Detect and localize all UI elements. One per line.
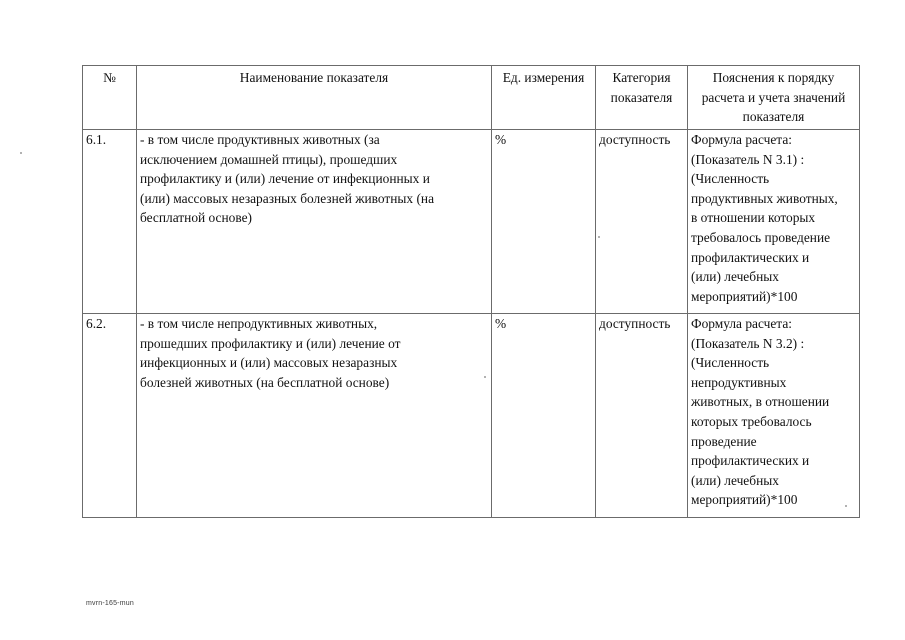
scan-speck <box>484 376 486 378</box>
header-explanation-line: показателя <box>742 109 805 125</box>
row-name-line: профилактику и (или) лечение от инфекционных и <box>140 171 430 187</box>
header-category-line: Категория <box>612 70 671 85</box>
row-explanation-line: (или) лечебных <box>691 472 779 488</box>
row-explanation-line: животных, в отношении <box>691 394 830 410</box>
row-explanation-line: Формула расчета: <box>691 132 792 147</box>
scan-speck <box>845 505 847 507</box>
row-category: доступность <box>596 130 688 314</box>
row-explanation <box>688 314 860 518</box>
header-explanation-line: Пояснения к порядку <box>712 70 835 85</box>
footer-file-mark: mvrn-165-mun <box>86 600 134 607</box>
header-category <box>596 66 688 130</box>
header-category-line: показателя <box>610 89 673 105</box>
row-explanation-line: профилактических и <box>691 249 810 265</box>
row-explanation-line: мероприятий)*100 <box>691 492 798 508</box>
table-row <box>83 130 860 314</box>
table-header-row <box>83 66 860 130</box>
row-explanation-line: профилактических и <box>691 453 810 469</box>
header-explanation-line: расчета и учета значений <box>701 89 846 105</box>
header-unit: Ед. измерения <box>492 66 596 130</box>
row-explanation-line: (или) лечебных <box>691 269 779 285</box>
header-number: № <box>83 66 137 130</box>
row-explanation-line: проведение <box>691 433 757 449</box>
row-name <box>137 314 492 518</box>
row-unit: % <box>492 130 596 314</box>
row-explanation-line: (Численность <box>691 171 770 187</box>
header-name: Наименование показателя <box>137 66 492 130</box>
table-row <box>83 314 860 518</box>
row-name-line: - в том числе непродуктивных животных, <box>140 316 378 331</box>
header-explanation <box>688 66 860 130</box>
row-name-line: болезней животных (на бесплатной основе) <box>140 374 390 390</box>
row-explanation-line: (Показатель N 3.1) : <box>691 151 805 167</box>
row-explanation-line: которых требовалось <box>691 413 812 429</box>
row-explanation <box>688 130 860 314</box>
scan-speck <box>598 236 600 238</box>
row-number: 6.1. <box>83 130 137 314</box>
row-name-line: исключением домашней птицы), прошедших <box>140 151 398 167</box>
row-explanation-line: продуктивных животных, <box>691 190 838 206</box>
row-explanation-line: Формула расчета: <box>691 316 792 331</box>
row-name-line: бесплатной основе) <box>140 210 253 226</box>
row-unit: % <box>492 314 596 518</box>
row-name-line: (или) массовых незаразных болезней животных (на <box>140 190 435 206</box>
row-explanation-line: (Численность <box>691 355 770 371</box>
row-explanation-line: (Показатель N 3.2) : <box>691 335 805 351</box>
row-name-line: инфекционных и (или) массовых незаразных <box>140 355 398 371</box>
row-name <box>137 130 492 314</box>
row-explanation-line: в отношении которых <box>691 210 816 226</box>
row-explanation-line: требовалось проведение <box>691 229 831 245</box>
indicators-table <box>82 65 860 518</box>
row-explanation-line: мероприятий)*100 <box>691 288 798 304</box>
scan-speck <box>20 152 22 154</box>
row-category: доступность <box>596 314 688 518</box>
row-number: 6.2. <box>83 314 137 518</box>
row-name-line: прошедших профилактику и (или) лечение от <box>140 335 401 351</box>
row-name-line: - в том числе продуктивных животных (за <box>140 132 380 147</box>
row-explanation-line: непродуктивных <box>691 374 787 390</box>
